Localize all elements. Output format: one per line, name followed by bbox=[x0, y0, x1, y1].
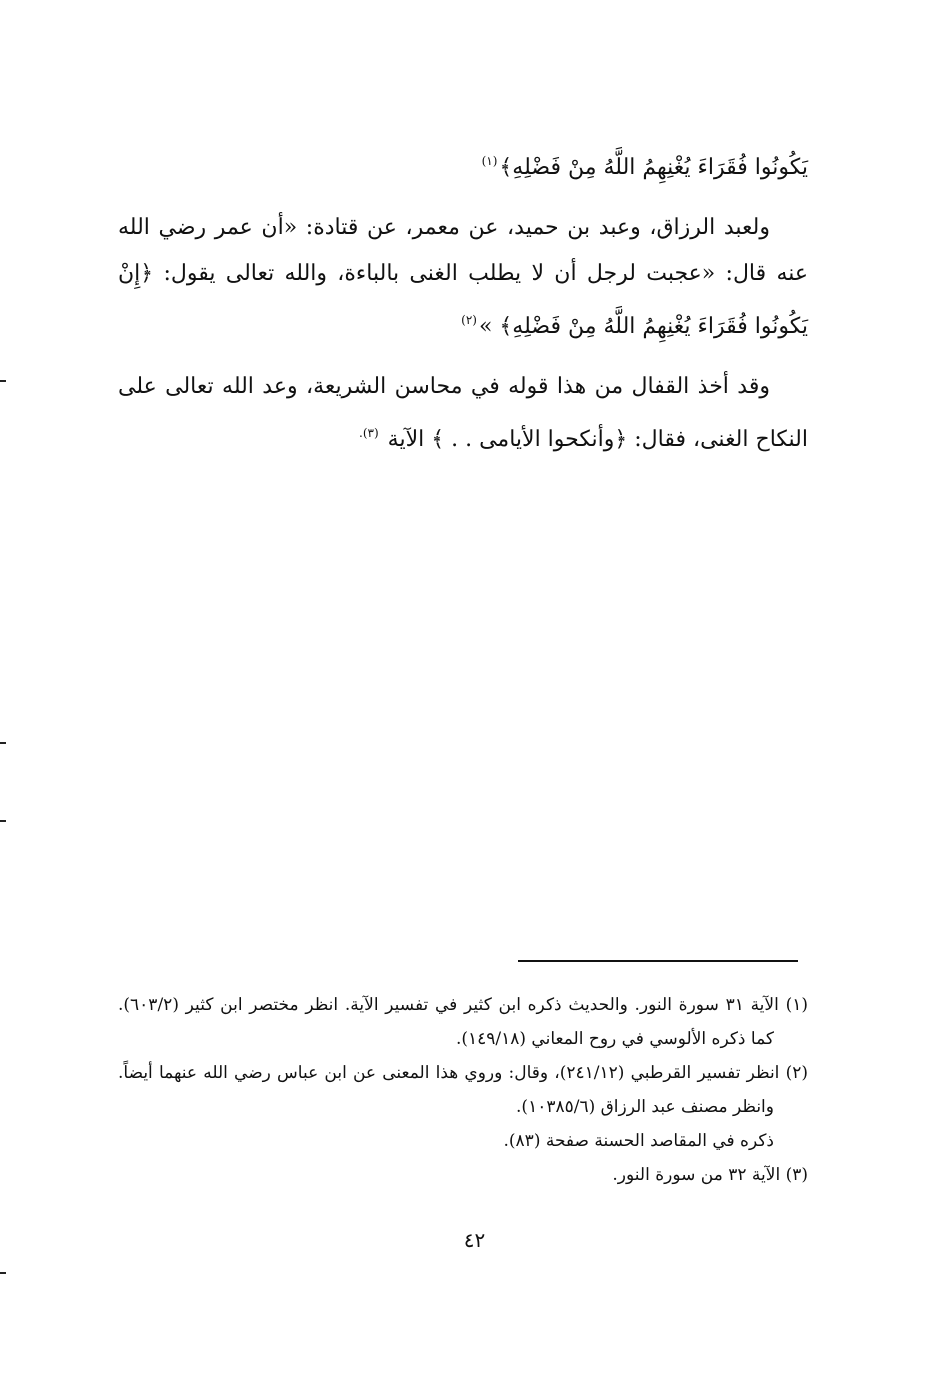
margin-mark bbox=[0, 1272, 6, 1274]
footnotes bbox=[118, 988, 808, 1192]
footnote-1 bbox=[118, 988, 808, 1056]
paragraph-3-text: وقد أخذ القفال من هذا قوله في محاسن الشريعة، وعد الله تعالى على النكاح الغنى، فقال: ﴿وأنكحوا الأيامى . . ﴾ الآية bbox=[118, 374, 808, 452]
footnote-2-continuation: ذكره في المقاصد الحسنة صفحة (٨٣). bbox=[503, 1131, 774, 1151]
footnote-2 bbox=[118, 1056, 808, 1124]
footnote-ref-3: (٣). bbox=[359, 426, 379, 440]
footnote-2-marker: (٢) bbox=[785, 1063, 808, 1083]
footnote-3 bbox=[118, 1158, 808, 1192]
margin-mark bbox=[0, 380, 6, 382]
footnote-2-text: انظر تفسير القرطبي (٢٤١/١٢)، وقال: وروي هذا المعنى عن ابن عباس رضي الله عنهما أيضاً. وانظر مصنف عبد الرزاق (١٠٣٨٥/٦). bbox=[118, 1063, 780, 1117]
margin-mark bbox=[0, 742, 6, 744]
footnote-3-marker: (٣) bbox=[785, 1165, 808, 1185]
margin-mark bbox=[0, 820, 6, 822]
footnote-1-marker: (١) bbox=[785, 995, 809, 1015]
footnote-ref-2: (٢) bbox=[461, 313, 477, 327]
footnote-ref-1: (١) bbox=[481, 154, 498, 168]
paragraph-2-text: ولعبد الرزاق، وعبد بن حميد، عن معمر، عن قتادة: «أن عمر رضي الله عنه قال: «عجبت لرجل أن لا يطلب الغنى بالباءة، والله تعالى يقول: ﴿إِنْ يَكُونُوا فُقَرَاءَ يُغْنِهِمُ اللَّهُ مِنْ فَضْلِهِ﴾ » bbox=[118, 215, 808, 339]
footnote-1-text: الآية ٣١ سورة النور. والحديث ذكره ابن كثير في تفسير الآية. انظر مختصر ابن كثير (٦٠٣/٢). كما ذكره الألوسي في روح المعاني (١٤٩/١٨). bbox=[118, 995, 779, 1049]
page-number: ٤٢ bbox=[463, 1228, 486, 1252]
footnote-3-text: الآية ٣٢ من سورة النور. bbox=[612, 1165, 781, 1185]
paragraph-1-text: يَكُونُوا فُقَرَاءَ يُغْنِهِمُ اللَّهُ مِنْ فَضْلِهِ﴾ bbox=[499, 155, 808, 180]
footnote-divider bbox=[518, 960, 798, 962]
paragraph-3 bbox=[118, 364, 808, 463]
main-text bbox=[118, 138, 808, 477]
paragraph-1 bbox=[118, 138, 808, 191]
paragraph-2 bbox=[118, 205, 808, 350]
